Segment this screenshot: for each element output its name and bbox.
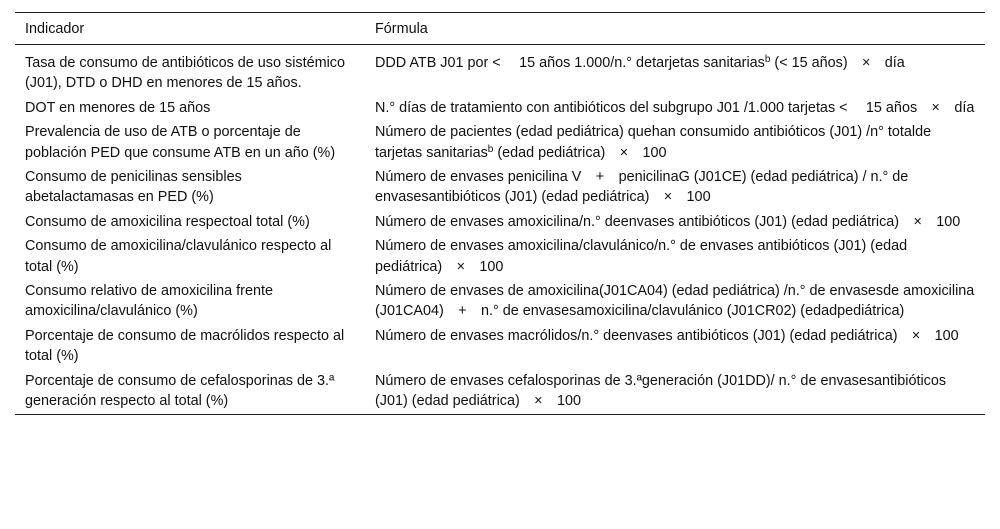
formula-cell [355,45,985,96]
indicator-cell: Tasa de consumo de antibióticos de uso sistémico (J01), DTD o DHD en menores de 15 años. [25,55,345,92]
formula-text: DDD ATB J01 por < 15 años 1.000/n.° detarjetas sanitarias [375,55,765,71]
indicator-cell: DOT en menores de 15 años [25,99,211,116]
header-row [15,13,985,45]
formula-cell [355,279,985,324]
indicator-cell: Porcentaje de consumo de macrólidos respecto al total (%) [25,327,345,365]
header-formula: Fórmula [375,20,428,37]
formula-cell [355,210,985,234]
formula-text: Número de envases de amoxicilina(J01CA04) (edad pediátrica) /n.° de envasesde amoxicilina (J01CA04) + n.° de envasesamoxicilina/clavulánico (J01CR02) (edadpediátrica) [375,283,975,320]
indicator-cell: Consumo de amoxicilina respectoal total (%) [25,213,310,230]
footnote-marker: b [487,143,494,155]
indicator-table-container [15,12,985,415]
footnote-marker: b [764,54,771,65]
formula-text: Número de envases penicilina V + penicilinaG (J01CE) (edad pediátrica) / n.° de envasesantibióticos (J01) (edad pediátrica) × 100 [375,169,909,206]
table-row [15,369,985,414]
formula-cell [355,369,985,414]
indicator-cell: Consumo de penicilinas sensibles abetalactamasas en PED (%) [25,169,242,206]
table-row [15,96,985,120]
formula-text: Número de pacientes (edad pediátrica) quehan consumido antibióticos (J01) /n° totalde tarjetas sanitarias [375,124,932,161]
indicator-cell: Consumo relativo de amoxicilina frente amoxicilina/clavulánico (%) [25,283,273,320]
indicator-cell: Porcentaje de consumo de cefalosporinas de 3.ª generación respecto al total (%) [25,372,335,410]
formula-text: Número de envases macrólidos/n.° deenvases antibióticos (J01) (edad pediátrica) × 100 [375,327,959,344]
table-row [15,210,985,234]
table-row [15,165,985,210]
formula-text: Número de envases amoxicilina/n.° deenvases antibióticos (J01) (edad pediátrica) × 100 [375,213,961,230]
header-indicador: Indicador [25,20,85,37]
formula-text: Número de envases cefalosporinas de 3.ªgeneración (J01DD)/ n.° de envasesantibióticos (J01) (edad pediátrica) × 100 [375,372,947,410]
formula-text: (< 15 años) × día [770,55,905,71]
formula-cell [355,96,985,120]
formula-text: (edad pediátrica) × 100 [493,144,667,161]
table-body [15,45,985,415]
table-row [15,324,985,369]
formula-cell [355,120,985,165]
indicator-cell: Consumo de amoxicilina/clavulánico respecto al total (%) [25,238,332,275]
table-row [15,279,985,324]
formula-text: N.° días de tratamiento con antibióticos del subgrupo J01 /1.000 tarjetas < 15 años × día [375,99,975,116]
indicator-table [15,12,985,415]
table-row [15,45,985,96]
formula-cell [355,165,985,210]
table-row [15,234,985,279]
table-header [15,13,985,45]
formula-cell [355,324,985,369]
indicator-cell: Prevalencia de uso de ATB o porcentaje de población PED que consume ATB en un año (%) [25,124,336,161]
table-row [15,120,985,165]
formula-text: Número de envases amoxicilina/clavulánico/n.° de envases antibióticos (J01) (edad pediátrica) × 100 [375,238,908,275]
formula-cell [355,234,985,279]
